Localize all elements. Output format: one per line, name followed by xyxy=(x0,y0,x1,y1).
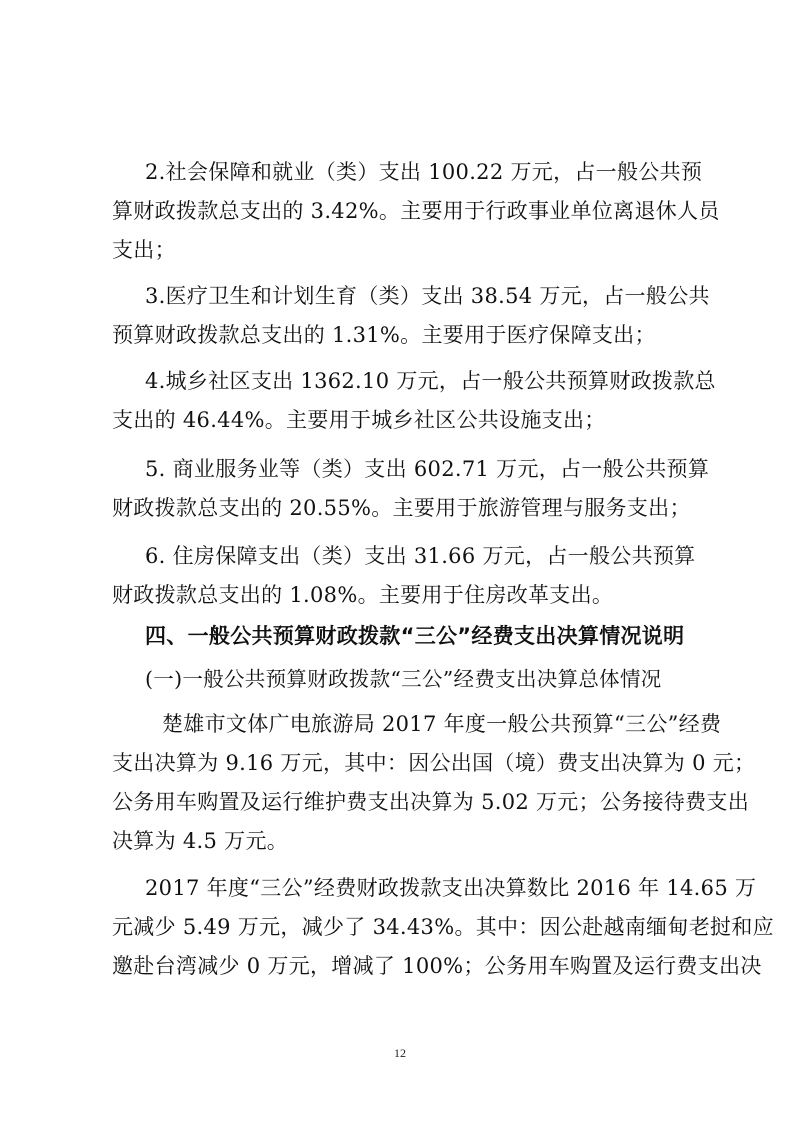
section-heading: 四、一般公共预算财政拨款“三公”经费支出决算情况说明 xyxy=(145,624,685,648)
text-line: 财政拨款总支出的 20.55%。主要用于旅游管理与服务支出； xyxy=(112,496,691,520)
text-line: 财政拨款总支出的 1.08%。主要用于住房改革支出。 xyxy=(112,583,614,607)
text-line: 6. 住房保障支出（类）支出 31.66 万元，占一般公共预算 xyxy=(145,544,696,568)
text-line: 2.社会保障和就业（类）支出 100.22 万元，占一般公共预 xyxy=(145,160,703,184)
page-number: 12 xyxy=(394,1046,406,1060)
text-line: 支出的 46.44%。主要用于城乡社区公共设施支出； xyxy=(112,408,606,432)
text-line: 5. 商业服务业等（类）支出 602.71 万元，占一般公共预算 xyxy=(145,457,710,481)
subsection-heading: (一)一般公共预算财政拨款“三公”经费支出决算总体情况 xyxy=(145,667,662,691)
text-line: 楚雄市文体广电旅游局 2017 年度一般公共预算“三公”经费 xyxy=(162,712,722,736)
text-line: 算财政拨款总支出的 3.42%。主要用于行政事业单位离退休人员 xyxy=(112,199,720,223)
text-line: 元减少 5.49 万元，减少了 34.43%。其中：因公赴越南缅甸老挝和应 xyxy=(112,915,774,939)
text-line: 支出； xyxy=(112,238,176,262)
text-line: 邀赴台湾减少 0 万元，增减了 100%；公务用车购置及运行费支出决 xyxy=(112,954,762,978)
text-line: 决算为 4.5 万元。 xyxy=(112,829,289,853)
text-line: 预算财政拨款总支出的 1.31%。主要用于医疗保障支出； xyxy=(112,323,656,347)
text-line: 3.医疗卫生和计划生育（类）支出 38.54 万元，占一般公共 xyxy=(145,284,710,308)
text-line: 4.城乡社区支出 1362.10 万元，占一般公共预算财政拨款总 xyxy=(145,369,716,393)
text-line: 公务用车购置及运行维护费支出决算为 5.02 万元；公务接待费支出 xyxy=(112,790,750,814)
text-line: 支出决算为 9.16 万元，其中：因公出国（境）费支出决算为 0 元； xyxy=(112,751,756,775)
text-line: 2017 年度“三公”经费财政拨款支出决算数比 2016 年 14.65 万 xyxy=(145,876,757,900)
